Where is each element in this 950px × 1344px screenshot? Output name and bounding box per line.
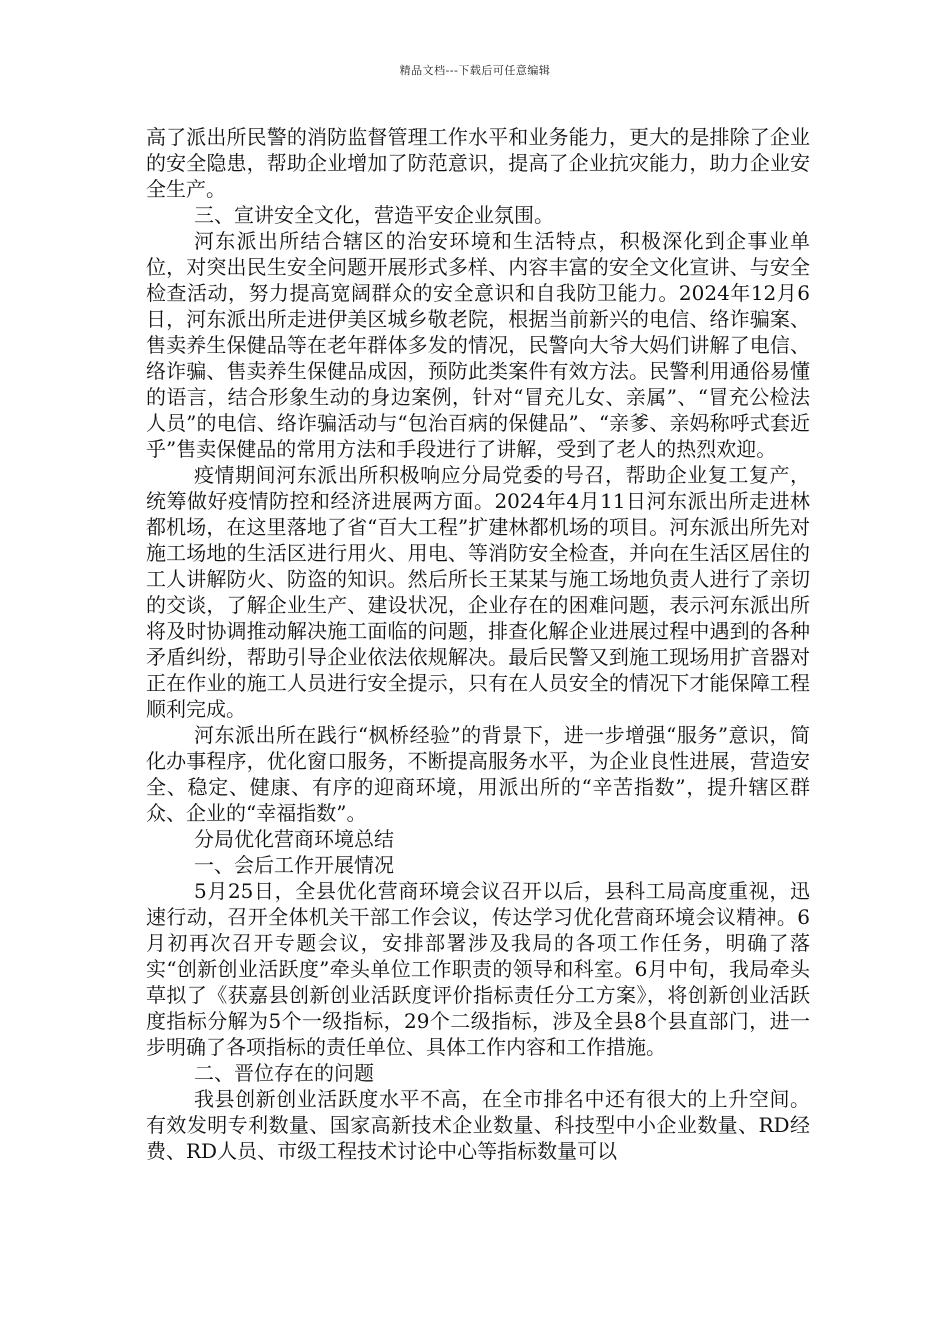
section-heading: 三、宣讲安全文化，营造平安企业氛围。 — [194, 203, 554, 227]
document-body — [146, 124, 810, 1164]
paragraph: 河东派出所结合辖区的治安环境和生活特点，积极深化到企事业单位，对突出民生安全问题开展形式多样、内容丰富的安全文化宣讲、与安全检查活动，努力提高宽阔群众的安全意识和自我防卫能力。2024年12月6日，河东派出所走进伊美区城乡敬老院，根据当前新兴的电信、络诈骗案、售卖养生保健品等在老年群体多发的情况，民警向大爷大妈们讲解了电信、络诈骗、售卖养生保健品成因，预防此类案件有效方法。民警利用通俗易懂的语言，结合形象生动的身边案例，针对“冒充儿女、亲属”、“冒充公检法人员”的电信、络诈骗活动与“包治百病的保健品”、“亲爹、亲妈称呼式套近乎”售卖保健品的常用方法和手段进行了讲解，受到了老人的热烈欢迎。 — [146, 229, 810, 461]
page-header: 精品文档---下载后可任意编辑 — [399, 64, 551, 77]
paragraph: 疫情期间河东派出所积极响应分局党委的号召，帮助企业复工复产，统筹做好疫情防控和经济进展两方面。2024年4月11日河东派出所走进林都机场，在这里落地了省“百大工程”扩建林都机场的项目。河东派出所先对施工场地的生活区进行用火、用电、等消防安全检查，并向在生活区居住的工人讲解防火、防盗的知识。然后所长王某某与施工场地负责人进行了亲切的交谈，了解企业生产、建设状况，企业存在的困难问题，表示河东派出所将及时协调推动解决施工面临的问题，排查化解企业进展过程中遇到的各种矛盾纠纷，帮助引导企业依法依规解决。最后民警又到施工现场用扩音器对正在作业的施工人员进行安全提示，只有在人员安全的情况下才能保障工程顺利完成。 — [146, 463, 810, 721]
paragraph: 高了派出所民警的消防监督管理工作水平和业务能力，更大的是排除了企业的安全隐患，帮助企业增加了防范意识，提高了企业抗灾能力，助力企业安全生产。 — [146, 125, 810, 201]
section-heading: 一、会后工作开展情况 — [194, 853, 394, 877]
paragraph: 我县创新创业活跃度水平不高，在全市排名中还有很大的上升空间。有效发明专利数量、国家高新技术企业数量、科技型中小企业数量、RD经费、RD人员、市级工程技术讨论中心等指标数量可以 — [146, 1087, 810, 1163]
paragraph: 河东派出所在践行“枫桥经验”的背景下，进一步增强“服务”意识，简化办事程序，优化窗口服务，不断提高服务水平，为企业良性进展，营造安全、稳定、健康、有序的迎商环境，用派出所的“辛苦指数”，提升辖区群众、企业的“幸福指数”。 — [146, 723, 810, 825]
section-heading: 二、晋位存在的问题 — [194, 1061, 374, 1085]
paragraph: 5月25日，全县优化营商环境会议召开以后，县科工局高度重视，迅速行动，召开全体机关干部工作会议，传达学习优化营商环境会议精神。6月初再次召开专题会议，安排部署涉及我局的各项工作任务，明确了落实“创新创业活跃度”牵头单位工作职责的领导和科室。6月中旬，我局牵头草拟了《获嘉县创新创业活跃度评价指标责任分工方案》，将创新创业活跃度指标分解为5个一级指标，29个二级指标，涉及全县8个县直部门，进一步明确了各项指标的责任单位、具体工作内容和工作措施。 — [146, 879, 810, 1059]
document-title: 分局优化营商环境总结 — [194, 827, 394, 851]
